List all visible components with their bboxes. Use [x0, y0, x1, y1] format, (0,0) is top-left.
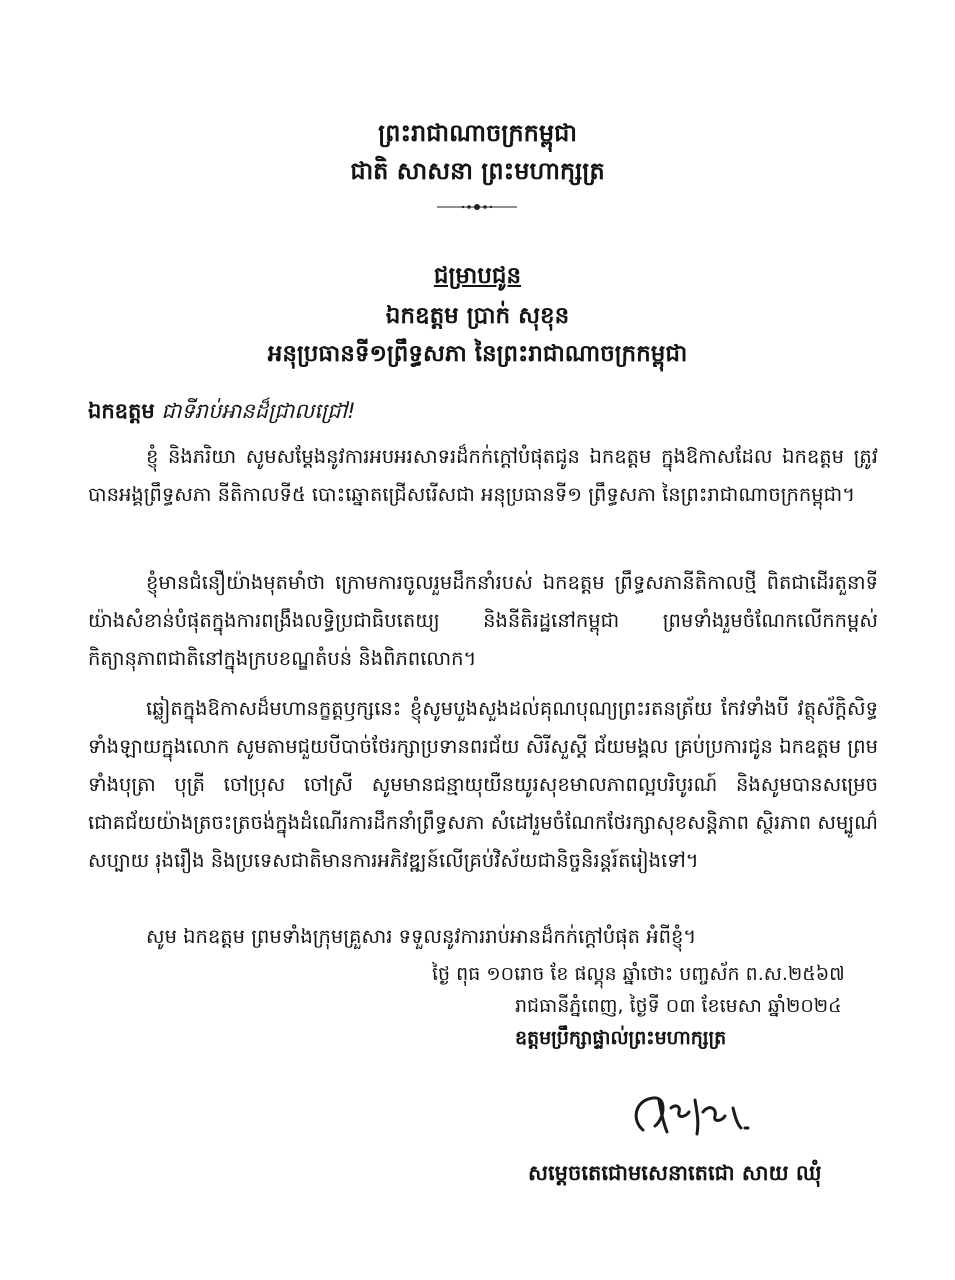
signer-name: សម្តេចតេជោមសេនាតេជោ សាយ ឈុំ	[528, 1161, 822, 1185]
paragraph-blessing	[88, 690, 878, 880]
addressee-name: ឯកឧត្តម ប្រាក់ សុខុន	[385, 303, 570, 329]
lunar-date: ថ្ងៃ ពុធ ១០រោច ខែ ផល្គុន ឆ្នាំថោះ បញ្ចស័ក ព.ស.២៥៦៧	[432, 963, 845, 985]
salutation	[88, 398, 356, 429]
national-motto: ជាតិ សាសនា ព្រះមហាក្សត្រ	[350, 157, 605, 185]
salutation-text: ជាទីរាប់អានដ៏ជ្រាលជ្រៅ!	[154, 399, 356, 423]
paragraph-congratulation	[88, 438, 878, 514]
paragraph-confidence	[88, 564, 878, 678]
paragraph-text: ខ្ញុំ និងភរិយា សូមសម្តែងនូវការអបអរសាទរដ៏កក់ក្តៅបំផុតជូន ឯកឧត្តម ក្នុងឱកាសដែល ឯកឧត្តម ត្រូវបានអង្គព្រឹទ្ធសភា នីតិកាលទី៥ បោះឆ្នោតជ្រើសរើសជា អនុប្រធានទី១ ព្រឹទ្ធសភា នៃព្រះរាជាណាចក្រកម្ពុជា។	[88, 445, 878, 506]
paragraph-text: សូម ឯកឧត្តម ព្រមទាំងក្រុមគ្រួសារ ទទួលនូវការរាប់អានដ៏កក់ក្តៅបំផុត អំពីខ្ញុំ។	[146, 925, 697, 948]
kingdom-title: ព្រះរាជាណាចក្រកម្ពុជា	[378, 119, 577, 147]
addressee-position: អនុប្រធានទី១ព្រឹទ្ធសភា នៃព្រះរាជាណាចក្រកម្ពុជា	[267, 341, 688, 367]
addressee-heading: ជម្រាបជូន	[433, 263, 522, 289]
salutation-title: ឯកឧត្តម	[88, 399, 155, 423]
paragraph-text: ឆ្លៀតក្នុងឱកាសដ៏មហានក្ខត្តឫក្សនេះ ខ្ញុំសូមបួងសួងដល់គុណបុណ្យព្រះរតនត្រ័យ កែវទាំងបី វត្ថុស័ក្តិសិទ្ធទាំងឡាយក្នុងលោក សូមតាមជួយបីបាច់ថែរក្សាប្រទានពរជ័យ សិរីសួស្តី ជ័យមង្គល គ្រប់ប្រការជូន ឯកឧត្តម ព្រមទាំងបុត្រា បុត្រី ចៅប្រុស ចៅស្រី សូមមានជន្មាយុយឺនយូរសុខមាលភាពល្អបរិបូរណ៍ និងសូមបានសម្រេចជោគជ័យយ៉ាងត្រចះត្រចង់ក្នុងដំណើរការដឹកនាំព្រឹទ្ធសភា សំដៅរួមចំណែកថែរក្សាសុខសន្តិភាព ស្ថិរភាព សម្បូណ៌សប្បាយ រុងរឿង និងប្រទេសជាតិមានការអភិវឌ្ឍន៍លើគ្រប់វិស័យជានិច្ចនិរន្តរ៍តរៀងទៅ។	[88, 697, 878, 872]
ornament-divider-icon	[437, 201, 517, 213]
signer-title: ឧត្តមប្រឹក្សាផ្ទាល់ព្រះមហាក្សត្រ	[515, 1027, 727, 1049]
signature-icon	[625, 1082, 795, 1152]
place-and-date: រាជធានីភ្នំពេញ, ថ្ងៃទី ០៣ ខែមេសា ឆ្នាំ២០២៤	[515, 995, 842, 1017]
paragraph-text: ខ្ញុំមានជំនឿយ៉ាងមុតមាំថា ក្រោមការចូលរួមដឹកនាំរបស់ ឯកឧត្តម ព្រឹទ្ធសភានីតិកាលថ្មី ពិតជាដើរតួនាទីយ៉ាងសំខាន់បំផុតក្នុងការពង្រឹងលទ្ធិប្រជាធិបតេយ្យ និងនីតិរដ្ឋនៅកម្ពុជា ព្រមទាំងរួមចំណែកលើកកម្ពស់កិត្យានុភាពជាតិនៅក្នុងក្របខណ្ឌតំបន់ និងពិភពលោក។	[88, 571, 878, 670]
paragraph-closing	[88, 918, 878, 956]
